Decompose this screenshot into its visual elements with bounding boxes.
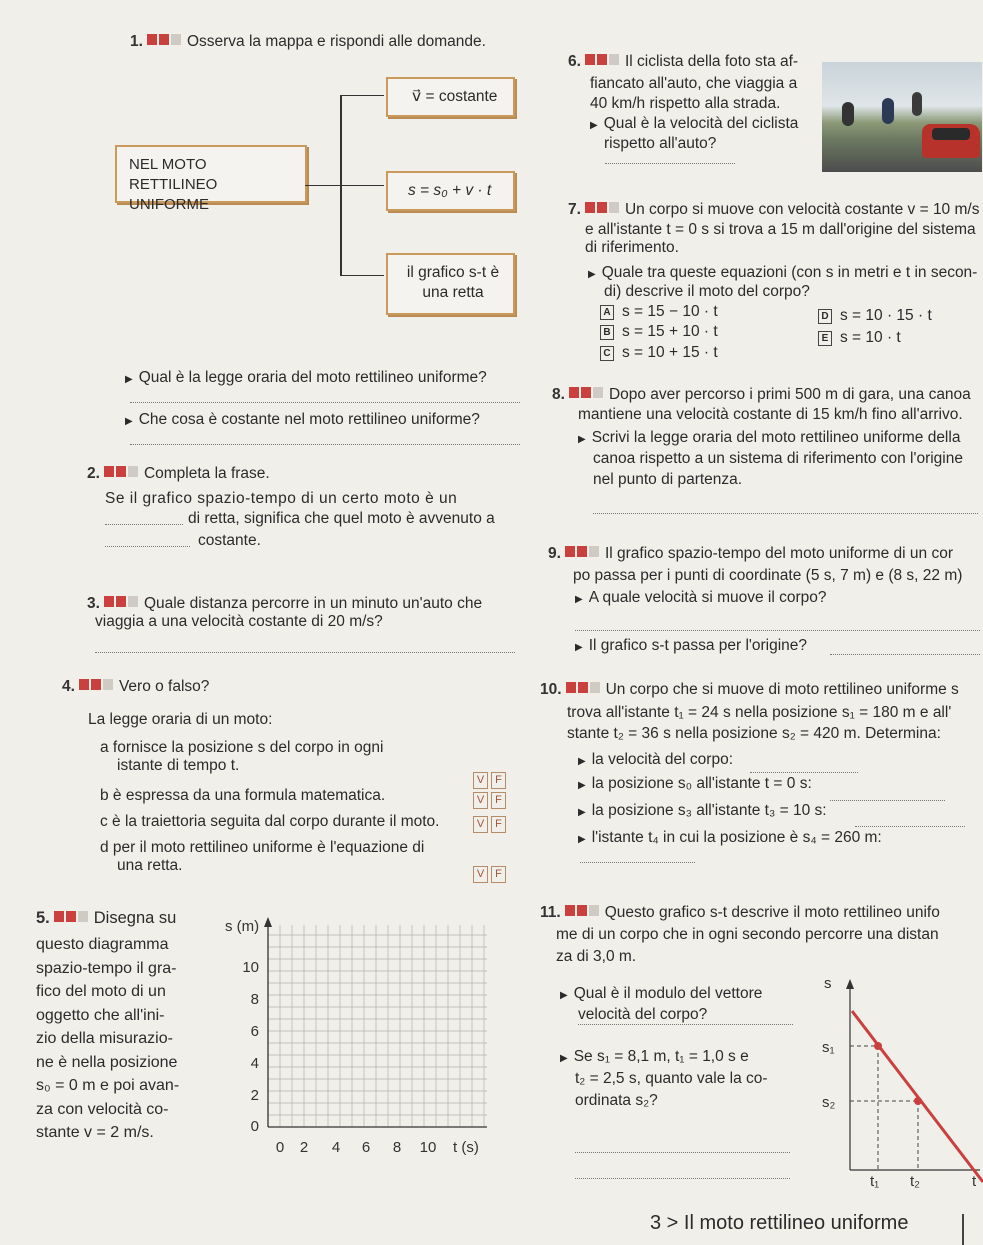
- ex7-option-b[interactable]: B s = 15 + 10 · t: [600, 322, 718, 342]
- ex11-line-2: me di un corpo che in ogni secondo percorre una distan: [556, 926, 939, 943]
- x-axis-label: t (s): [453, 1139, 479, 1156]
- ex10-question-4: ▶ l'istante t₄ in cui la posizione è s₄ = 260 m:: [578, 829, 882, 846]
- vf-pair-b: [470, 790, 506, 809]
- ex2-line-1: Se il grafico spazio-tempo di un certo moto è un: [105, 490, 458, 507]
- y-tick-label: 2: [250, 1087, 259, 1104]
- ex4-item-b: b è espressa da una formula matematica.: [100, 787, 386, 804]
- difficulty-icon: [147, 34, 181, 45]
- y-tick-label: 6: [250, 1023, 259, 1040]
- ex7-heading: 7. Un corpo si muove con velocità costante v = 10 m/s: [568, 201, 980, 218]
- ex9-question-1: ▶ A quale velocità si muove il corpo?: [575, 589, 827, 606]
- answer-line[interactable]: [580, 862, 695, 863]
- cyclist-shape: [912, 92, 922, 116]
- difficulty-icon: [79, 679, 113, 690]
- y-axis-label: s (m): [225, 918, 260, 935]
- difficulty-icon: [585, 54, 619, 65]
- y-tick-label: 4: [250, 1055, 259, 1072]
- ex10-line-3: stante t₂ = 36 s nella posizione s₂ = 420 m. Determina:: [567, 725, 941, 742]
- difficulty-icon: [54, 911, 88, 922]
- ex11-axis-s: s: [824, 975, 832, 992]
- ex1-question-1: ▶ Qual è la legge oraria del moto rettilineo uniforme?: [125, 369, 487, 386]
- ex4-item-d: d per il moto rettilineo uniforme è l'equazione di: [100, 839, 425, 856]
- ex4-item-c: c è la traiettoria seguita dal corpo durante il moto.: [100, 813, 440, 830]
- difficulty-icon: [565, 546, 599, 557]
- ex11-graph-line: [852, 1011, 983, 1182]
- cyclist-photo: [822, 62, 982, 172]
- ex7-question: ▶ Quale tra queste equazioni (con s in metri e t in secon-: [588, 264, 978, 281]
- false-checkbox[interactable]: F: [491, 866, 506, 883]
- y-tick-label: 8: [250, 991, 259, 1008]
- answer-line[interactable]: [575, 1152, 790, 1153]
- ex9-heading: 9. Il grafico spazio-tempo del moto uniforme di un cor: [548, 545, 953, 562]
- ex11-label-s2: s₂: [822, 1094, 836, 1111]
- ex3-heading: 3. Quale distanza percorre in un minuto un'auto che: [87, 595, 483, 612]
- ex2-heading: 2. Completa la frase.: [87, 465, 270, 482]
- difficulty-icon: [569, 387, 603, 398]
- difficulty-icon: [104, 596, 138, 607]
- ex11-question-2c: ordinata s₂?: [575, 1092, 658, 1109]
- ex7-option-e[interactable]: E s = 10 · t: [818, 328, 901, 348]
- x-tick-label: 2: [299, 1139, 309, 1156]
- ex8-line-2: mantiene una velocità costante di 15 km/h fino all'arrivo.: [578, 406, 963, 423]
- ex6-text: fiancato all'auto, che viaggia a 40 km/h rispetto alla strada.: [590, 75, 798, 112]
- difficulty-icon: [585, 202, 619, 213]
- ex5-text: questo diagramma spazio-tempo il gra- fico del moto di un oggetto che all'ini- zio della misurazio- ne è nella posizione s₀ = 0 m e poi avan- za con velocità co- stante v = 2 m/s.: [36, 936, 180, 1141]
- true-checkbox[interactable]: V: [473, 866, 488, 883]
- concept-map-arrow: [305, 185, 384, 186]
- ex11-graph: [808, 960, 983, 1190]
- answer-line[interactable]: [575, 1178, 790, 1179]
- answer-line[interactable]: [750, 772, 858, 773]
- x-tick-label: 8: [392, 1139, 402, 1156]
- ex6-question: ▶ Qual è la velocità del ciclista: [590, 115, 799, 132]
- ex7-option-d[interactable]: D s = 10 · 15 · t: [818, 306, 932, 326]
- ex1-text: Osserva la mappa e rispondi alle domande.: [186, 33, 486, 50]
- ex11-heading: 11. Questo grafico s-t descrive il moto rettilineo unifo: [540, 904, 940, 921]
- ex7-question-2: di) descrive il moto del corpo?: [604, 283, 810, 300]
- concept-map-arrow: [340, 95, 384, 96]
- ex11-label-s1: s₁: [822, 1039, 835, 1056]
- cyclist-shape: [882, 98, 894, 124]
- ex7-line-3: di riferimento.: [585, 239, 679, 256]
- x-tick-label: 4: [331, 1139, 341, 1156]
- ex4-item-a: a fornisce la posizione s del corpo in ogni: [100, 739, 384, 756]
- page-footer: 3 > Il moto rettilineo uniforme: [650, 1212, 909, 1234]
- concept-map-box-law: [386, 171, 515, 211]
- ex6-question-2: rispetto all'auto?: [604, 135, 717, 152]
- answer-line[interactable]: [593, 513, 978, 514]
- ex10-question-1: ▶ la velocità del corpo:: [578, 751, 734, 768]
- ex9-line-2: po passa per i punti di coordinate (5 s, 7 m) e (8 s, 22 m): [573, 567, 963, 584]
- ex8-question-3: nel punto di partenza.: [593, 471, 743, 488]
- ex9-question-2: ▶ Il grafico s-t passa per l'origine?: [575, 637, 808, 654]
- ex4-item-a-2: istante di tempo t.: [117, 757, 240, 774]
- ex10-heading: 10. Un corpo che si muove di moto rettilineo uniforme s: [540, 681, 959, 698]
- answer-line[interactable]: [575, 630, 980, 631]
- car-windshield: [932, 128, 970, 140]
- ex11-point-2: [914, 1097, 922, 1105]
- answer-line[interactable]: [130, 402, 520, 403]
- ex11-question-1b: velocità del corpo?: [578, 1006, 708, 1023]
- ex4-heading: 4. Vero o falso?: [62, 678, 210, 695]
- difficulty-icon: [104, 466, 138, 477]
- x-tick-label: 6: [361, 1139, 371, 1156]
- ex3-line-2: viaggia a una velocità costante di 20 m/s?: [95, 613, 383, 630]
- ex1-heading: [130, 32, 486, 52]
- answer-line[interactable]: [830, 800, 945, 801]
- answer-line[interactable]: [855, 826, 965, 827]
- ex8-question-2: canoa rispetto a un sistema di riferimento con l'origine: [593, 450, 963, 467]
- ex1-number: 1.: [130, 33, 143, 50]
- ex11-label-t1: t₁: [870, 1173, 880, 1190]
- answer-line[interactable]: [95, 652, 515, 653]
- ex11-question-1: ▶ Qual è il modulo del vettore: [560, 985, 763, 1002]
- vf-pair-c: [470, 814, 506, 833]
- concept-map-center: [115, 145, 307, 213]
- answer-line[interactable]: [130, 444, 520, 445]
- true-checkbox[interactable]: V: [473, 816, 488, 833]
- ex11-label-t2: t₂: [910, 1173, 920, 1190]
- ex7-option-c[interactable]: C s = 10 + 15 · t: [600, 343, 718, 363]
- fill-in-blank[interactable]: [105, 524, 183, 525]
- concept-map-center-label: NEL MOTO RETTILINEO UNIFORME: [129, 156, 218, 213]
- ex1-question-2: ▶ Che cosa è costante nel moto rettilineo uniforme?: [125, 411, 480, 428]
- false-checkbox[interactable]: F: [491, 816, 506, 833]
- ex8-heading: 8. Dopo aver percorso i primi 500 m di gara, una canoa: [552, 386, 971, 403]
- ex7-line-2: e all'istante t = 0 s si trova a 15 m dall'origine del sistema: [585, 221, 976, 238]
- difficulty-icon: [566, 682, 600, 693]
- ex10-question-3: ▶ la posizione s₃ all'istante t₃ = 10 s:: [578, 802, 827, 819]
- ex10-line-2: trova all'istante t₁ = 24 s nella posizione s₁ = 180 m e all': [567, 704, 952, 721]
- ex10-question-2: ▶ la posizione s₀ all'istante t = 0 s:: [578, 775, 812, 792]
- ex8-question: ▶ Scrivi la legge oraria del moto rettilineo uniforme della: [578, 429, 961, 446]
- ex2-line-2: di retta, significa che quel moto è avvenuto a: [188, 510, 495, 527]
- ex11-line-3: za di 3,0 m.: [556, 948, 637, 965]
- answer-line[interactable]: [830, 654, 980, 655]
- x-tick-label: 10: [419, 1139, 437, 1156]
- fill-in-blank[interactable]: [105, 546, 190, 547]
- ex5-heading: 5. Disegna su: [36, 909, 177, 927]
- cyclist-shape: [842, 102, 854, 126]
- true-checkbox[interactable]: V: [473, 792, 488, 809]
- ex2-line-3: costante.: [198, 532, 261, 549]
- concept-map-box-velocity: [386, 77, 515, 117]
- y-tick-label: 0: [250, 1118, 259, 1135]
- concept-map-graph-label: il grafico s-t è una retta: [406, 264, 500, 301]
- false-checkbox[interactable]: F: [491, 792, 506, 809]
- ex4-item-d-2: una retta.: [117, 857, 183, 874]
- difficulty-icon: [565, 905, 599, 916]
- concept-map-arrow: [340, 275, 384, 276]
- ex4-intro: La legge oraria di un moto:: [88, 711, 273, 728]
- ex6-heading: 6. Il ciclista della foto sta af-: [568, 53, 799, 70]
- ex11-point-1: [874, 1042, 882, 1050]
- ex11-question-2b: t₂ = 2,5 s, quanto vale la co-: [575, 1070, 768, 1087]
- ex11-axis-t: t: [972, 1173, 977, 1190]
- answer-line[interactable]: [578, 1024, 793, 1025]
- vf-pair-d: [470, 864, 506, 883]
- ex11-question-2: ▶ Se s₁ = 8,1 m, t₁ = 1,0 s e: [560, 1048, 749, 1065]
- ex5-drawing-grid[interactable]: [225, 905, 490, 1170]
- concept-map-velocity-label: v⃗ = costante: [412, 88, 498, 105]
- answer-line[interactable]: [605, 163, 735, 164]
- footer-divider: [962, 1214, 964, 1245]
- true-checkbox[interactable]: V: [473, 772, 488, 789]
- concept-map-box-graph: [386, 253, 515, 315]
- false-checkbox[interactable]: F: [491, 772, 506, 789]
- ex7-option-a[interactable]: A s = 15 − 10 · t: [600, 302, 718, 322]
- y-tick-label: 10: [242, 959, 259, 976]
- vf-pair-a: [470, 770, 506, 789]
- x-tick-label: 0: [275, 1139, 285, 1156]
- concept-map-law-label: s = s₀ + v · t: [408, 182, 492, 199]
